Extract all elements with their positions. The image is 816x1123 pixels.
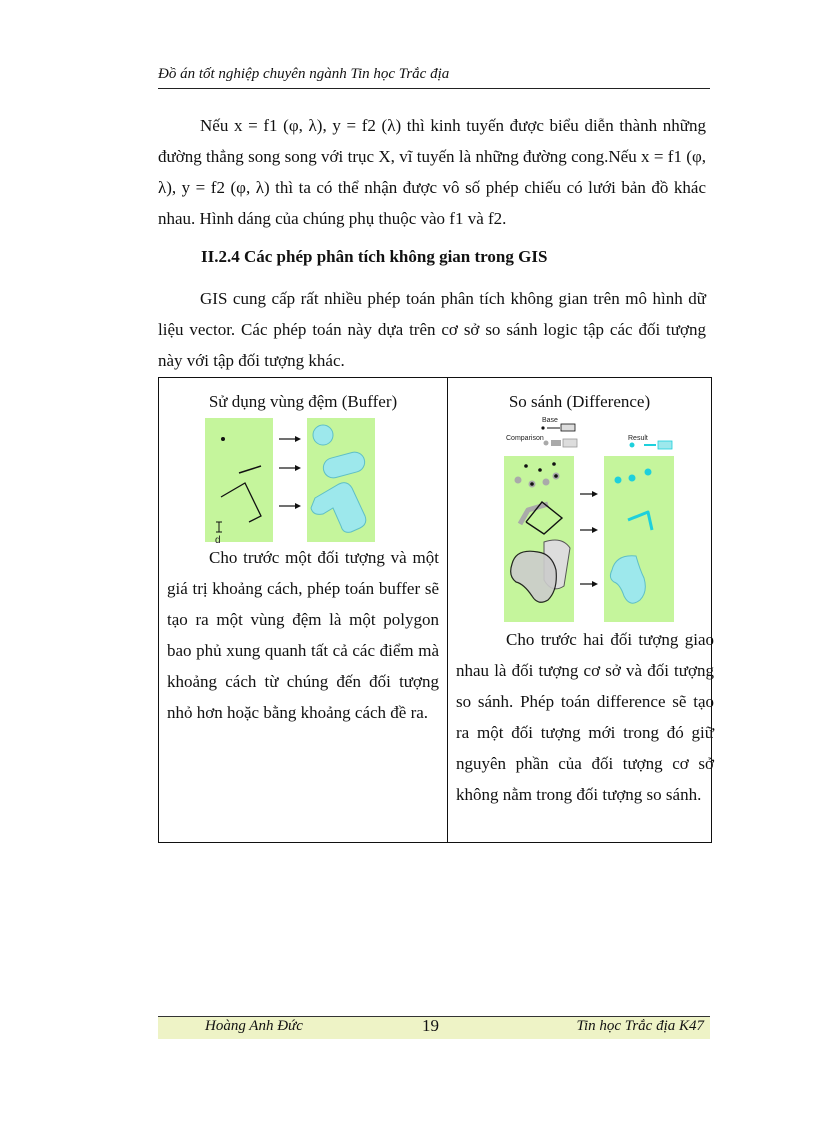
buffer-input-panel — [205, 418, 273, 542]
paragraph-projection: Nếu x = f1 (φ, λ), y = f2 (λ) thì kinh tuyến được biểu diễn thành những đường thẳng song song với trục X, vĩ tuyến là những đường cong.Nếu x = f1 (φ, λ), y = f2 (φ, λ) thì ta có thể nhận được vô số phép chiếu có lưới bản đồ khác nhau. Hình dáng của chúng phụ thuộc vào f1 và f2. — [158, 116, 706, 228]
difference-title: So sánh (Difference) — [508, 392, 651, 411]
difference-description: Cho trước hai đối tượng giao nhau là đối tượng cơ sở và đối tượng so sánh. Phép toán difference sẽ tạo ra một đối tượng mới trong đó giữ nguyên phần của đối tượng cơ sở không nằm trong đối tượng so sánh. — [456, 630, 714, 804]
legend-result-label: Result — [628, 435, 648, 442]
footer-course: Tin học Trắc địa K47 — [576, 1018, 704, 1034]
page-header — [158, 60, 710, 89]
buffer-figure — [205, 418, 381, 548]
diff-arrow-2 — [580, 527, 598, 533]
legend-comparison-label: Comparison — [506, 435, 544, 442]
paragraph-gis-intro: GIS cung cấp rất nhiều phép toán phân tích không gian trên mô hình dữ liệu vector. Các phép toán này dựa trên cơ sở so sánh logic tập các đối tượng này với tập đối tượng khác. — [158, 289, 706, 370]
diff-arrow-3 — [580, 581, 598, 587]
arrow-2 — [279, 465, 301, 471]
difference-figure — [504, 414, 680, 624]
diff-arrow-1 — [580, 491, 598, 497]
header-title: Đồ án tốt nghiệp chuyên ngành Tin học Trắc địa — [158, 66, 450, 82]
buffer-description: Cho trước một đối tượng và một giá trị khoảng cách, phép toán buffer sẽ tạo ra một vùng đệm là một polygon bao phủ xung quanh tất cả các điểm mà khoảng cách từ chúng đến đối tượng nhỏ hơn hoặc bằng khoảng cách đề ra. — [167, 548, 439, 722]
operations-table — [158, 377, 712, 843]
legend-base-label: Base — [542, 417, 558, 424]
distance-label: d — [215, 535, 221, 546]
page-number: 19 — [422, 1016, 439, 1035]
buffer-cell — [159, 378, 448, 843]
arrow-3 — [279, 503, 301, 509]
footer-author: Hoàng Anh Đức — [205, 1018, 303, 1034]
section-heading: II.2.4 Các phép phân tích không gian trong GIS — [201, 247, 548, 266]
difference-cell — [448, 378, 712, 843]
arrow-1 — [279, 436, 301, 442]
point-buffer — [313, 425, 333, 445]
page-footer — [158, 1016, 710, 1039]
buffer-title: Sử dụng vùng đệm (Buffer) — [208, 392, 398, 411]
input-point — [221, 437, 225, 441]
